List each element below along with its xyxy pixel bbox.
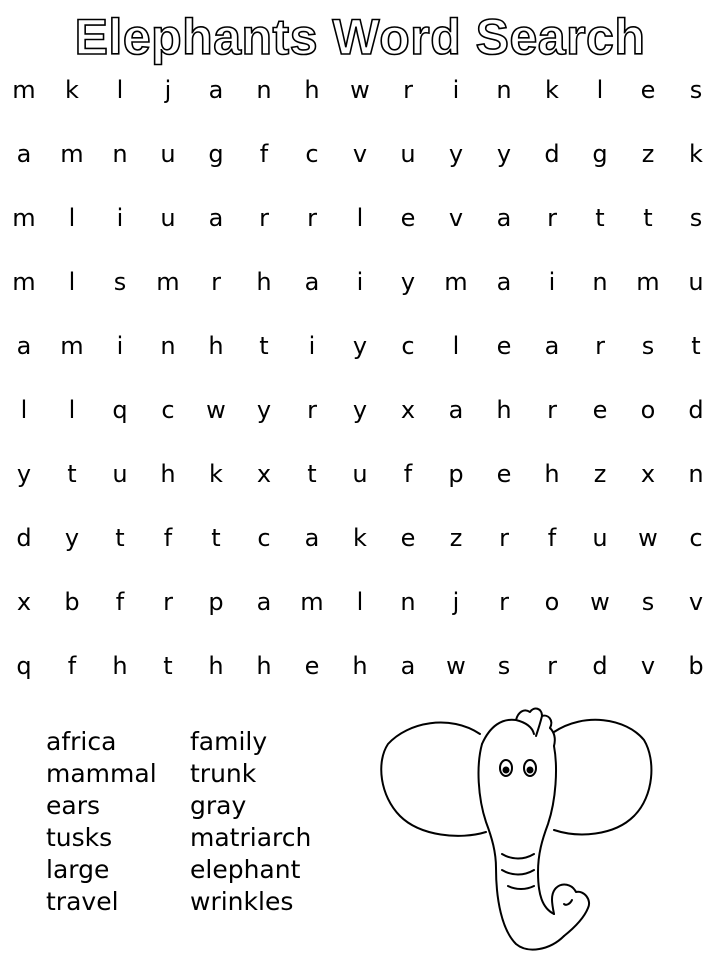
grid-letter: z [641,140,655,168]
grid-letter: u [352,460,368,488]
grid-letter: l [356,588,364,616]
grid-letter: r [547,396,557,424]
grid-letter: i [356,268,364,296]
grid-letter: y [448,140,464,168]
grid-letter: s [689,76,703,104]
grid-letter: i [116,204,124,232]
grid-letter: e [400,524,416,552]
grid-letter: a [208,76,224,104]
grid-row [0,186,720,250]
grid-letter: s [641,588,655,616]
grid-letter: r [307,204,317,232]
grid-letter: r [499,588,509,616]
grid-letter: e [592,396,608,424]
grid-letter: s [113,268,127,296]
grid-letter: e [304,652,320,680]
elephant-head-icon [378,704,658,954]
word-list-item: mammal [46,759,157,788]
grid-letter: b [688,652,704,680]
word-list-item: tusks [46,823,113,852]
word-list-item: elephant [190,855,301,884]
grid-letter: h [208,332,224,360]
grid-letter: a [304,268,320,296]
grid-letter: p [208,588,224,616]
grid-letter: t [595,204,605,232]
grid-letter: l [68,268,76,296]
grid-letter: m [12,268,36,296]
grid-letter: y [64,524,80,552]
grid-letter: i [548,268,556,296]
grid-letter: u [592,524,608,552]
grid-letter: t [115,524,125,552]
grid-letter: r [595,332,605,360]
grid-letter: t [643,204,653,232]
grid-letter: y [496,140,512,168]
grid-letter: w [350,76,370,104]
grid-letter: k [209,460,223,488]
word-list-column-1 [46,726,157,918]
word-list-item: trunk [190,759,257,788]
grid-letter: q [112,396,128,424]
grid-letter: t [163,652,173,680]
grid-letter: n [112,140,128,168]
grid-letter: h [496,396,512,424]
grid-letter: j [164,76,172,104]
grid-letter: t [67,460,77,488]
grid-letter: a [16,140,32,168]
grid-letter: f [259,140,269,168]
grid-letter: f [115,588,125,616]
grid-letter: a [544,332,560,360]
word-list-item: africa [46,727,117,756]
grid-letter: h [112,652,128,680]
grid-letter: a [496,268,512,296]
grid-letter: n [160,332,176,360]
grid-letter: a [400,652,416,680]
grid-letter: t [211,524,221,552]
grid-letter: a [304,524,320,552]
grid-letter: g [208,140,224,168]
word-list-item: large [46,855,110,884]
word-list-item: family [190,727,268,756]
grid-letter: e [496,460,512,488]
grid-letter: x [400,396,416,424]
grid-letter: l [68,396,76,424]
grid-letter: m [12,204,36,232]
grid-letter: k [353,524,367,552]
grid-letter: s [497,652,511,680]
grid-letter: j [452,588,460,616]
grid-letter: r [499,524,509,552]
grid-letter: u [112,460,128,488]
page-title: Elephants Word Search [74,9,646,65]
grid-letter: v [688,588,704,616]
grid-letter: f [547,524,557,552]
grid-letter: w [446,652,466,680]
grid-letter: a [16,332,32,360]
word-list-item: gray [190,791,247,820]
grid-letter: v [640,652,656,680]
word-list-item: travel [46,887,119,916]
grid-letter: s [641,332,655,360]
grid-letter: h [544,460,560,488]
grid-letter: f [163,524,173,552]
grid-letter: m [444,268,468,296]
grid-row [0,442,720,506]
grid-letter: x [16,588,32,616]
grid-letter: s [689,204,703,232]
grid-letter: m [12,76,36,104]
grid-letter: q [16,652,32,680]
grid-letter: t [307,460,317,488]
grid-letter: r [259,204,269,232]
grid-letter: b [64,588,80,616]
grid-letter: e [496,332,512,360]
grid-letter: k [65,76,79,104]
grid-letter: r [403,76,413,104]
grid-letter: w [590,588,610,616]
grid-letter: f [67,652,77,680]
grid-letter: w [638,524,658,552]
grid-letter: l [116,76,124,104]
grid-letter: m [300,588,324,616]
grid-letter: d [16,524,32,552]
grid-letter: l [452,332,460,360]
letter-grid [0,58,720,698]
grid-row [0,122,720,186]
grid-letter: w [206,396,226,424]
grid-letter: k [689,140,703,168]
grid-letter: d [592,652,608,680]
grid-letter: l [20,396,28,424]
grid-letter: l [68,204,76,232]
word-list-item: ears [46,791,101,820]
grid-letter: r [211,268,221,296]
grid-letter: c [257,524,271,552]
grid-letter: e [400,204,416,232]
grid-letter: l [356,204,364,232]
grid-letter: a [496,204,512,232]
grid-letter: v [448,204,464,232]
grid-letter: a [208,204,224,232]
grid-letter: h [256,652,272,680]
grid-letter: d [544,140,560,168]
grid-letter: l [596,76,604,104]
grid-letter: n [592,268,608,296]
grid-letter: x [640,460,656,488]
grid-letter: y [352,332,368,360]
grid-letter: u [160,204,176,232]
word-list-item: matriarch [190,823,312,852]
grid-letter: m [636,268,660,296]
grid-letter: a [256,588,272,616]
word-list-item: wrinkles [190,887,294,916]
grid-letter: c [401,332,415,360]
grid-row [0,314,720,378]
grid-letter: n [256,76,272,104]
grid-letter: c [305,140,319,168]
grid-letter: n [496,76,512,104]
grid-letter: z [593,460,607,488]
grid-letter: e [640,76,656,104]
grid-letter: p [448,460,464,488]
grid-letter: u [688,268,704,296]
word-list-column-2 [190,726,311,918]
grid-row [0,570,720,634]
grid-letter: r [547,652,557,680]
grid-letter: u [400,140,416,168]
grid-letter: y [256,396,272,424]
grid-letter: o [640,396,656,424]
grid-letter: h [304,76,320,104]
grid-letter: c [161,396,175,424]
grid-letter: i [452,76,460,104]
grid-letter: y [400,268,416,296]
grid-letter: m [60,140,84,168]
grid-letter: r [163,588,173,616]
grid-row [0,634,720,698]
grid-row [0,506,720,570]
grid-letter: f [403,460,413,488]
grid-letter: h [160,460,176,488]
grid-letter: a [448,396,464,424]
grid-letter: i [116,332,124,360]
grid-letter: h [256,268,272,296]
grid-letter: n [688,460,704,488]
grid-letter: i [308,332,316,360]
grid-row [0,378,720,442]
grid-letter: y [352,396,368,424]
grid-letter: m [156,268,180,296]
grid-letter: y [16,460,32,488]
grid-letter: d [688,396,704,424]
grid-letter: x [256,460,272,488]
grid-letter: m [60,332,84,360]
grid-letter: t [691,332,701,360]
grid-letter: k [545,76,559,104]
grid-letter: r [307,396,317,424]
grid-row [0,58,720,122]
grid-letter: o [544,588,560,616]
grid-letter: h [208,652,224,680]
grid-letter: r [547,204,557,232]
grid-letter: v [352,140,368,168]
grid-letter: c [689,524,703,552]
grid-row [0,250,720,314]
grid-letter: z [449,524,463,552]
grid-letter: n [400,588,416,616]
grid-letter: u [160,140,176,168]
grid-letter: h [352,652,368,680]
grid-letter: t [259,332,269,360]
grid-letter: g [592,140,608,168]
